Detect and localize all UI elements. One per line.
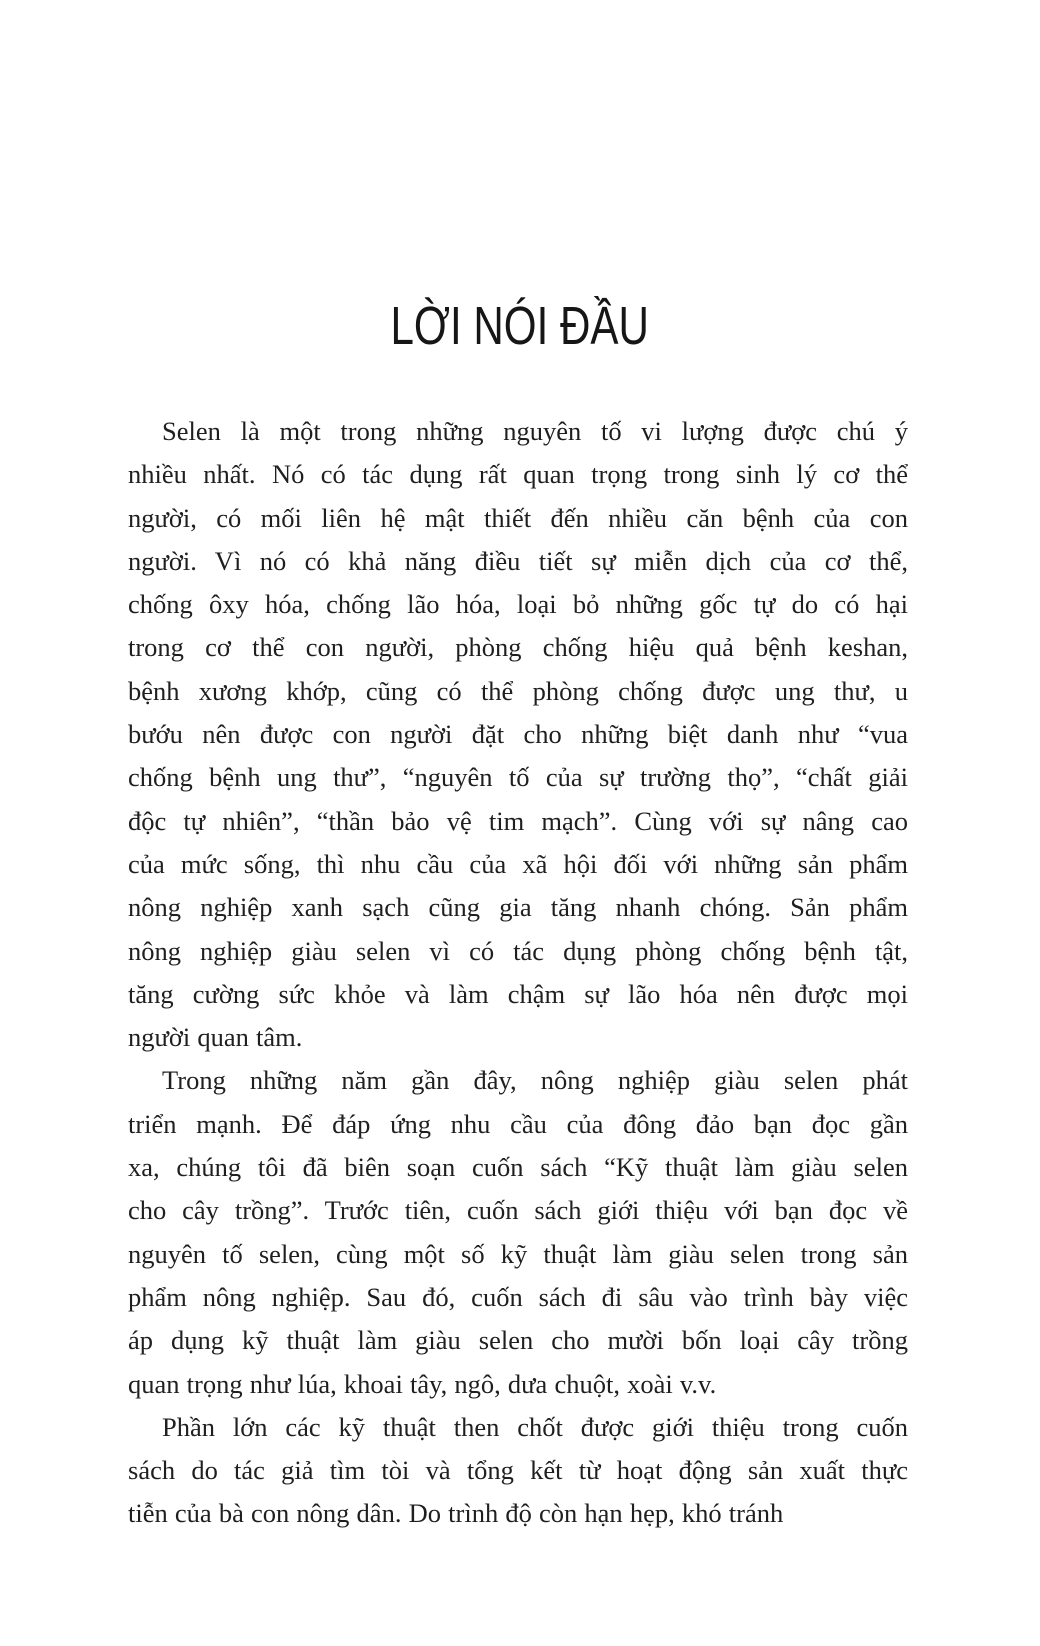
- text-line: Phần lớn các kỹ thuật then chốt được giới thiệu trong cuốn: [162, 1411, 908, 1442]
- text-line: áp dụng kỹ thuật làm giàu selen cho mười bốn loại cây trồng: [128, 1325, 908, 1356]
- text-line: Trong những năm gần đây, nông nghiệp giàu selen phát: [162, 1065, 908, 1096]
- text-line: của mức sống, thì nhu cầu của xã hội đối với những sản phẩm: [128, 848, 908, 879]
- page-title: [0, 296, 1040, 356]
- text-line: nhiều nhất. Nó có tác dụng rất quan trọng trong sinh lý cơ thể: [128, 459, 908, 490]
- text-line: độc tự nhiên”, “thần bảo vệ tim mạch”. Cùng với sự nâng cao: [128, 805, 908, 836]
- text-line: xa, chúng tôi đã biên soạn cuốn sách “Kỹ thuật làm giàu selen: [128, 1152, 908, 1183]
- text-line: nguyên tố selen, cùng một số kỹ thuật làm giàu selen trong sản: [128, 1238, 908, 1269]
- text-line: người, có mối liên hệ mật thiết đến nhiều căn bệnh của con: [128, 502, 908, 533]
- text-line: nông nghiệp giàu selen vì có tác dụng phòng chống bệnh tật,: [128, 935, 908, 966]
- text-line: trong cơ thể con người, phòng chống hiệu quả bệnh keshan,: [128, 632, 908, 663]
- text-line: người. Vì nó có khả năng điều tiết sự miễn dịch của cơ thể,: [128, 545, 908, 576]
- text-line: chống bệnh ung thư”, “nguyên tố của sự trường thọ”, “chất giải: [128, 762, 908, 793]
- text-line: nông nghiệp xanh sạch cũng gia tăng nhanh chóng. Sản phẩm: [128, 892, 908, 923]
- text-line: bướu nên được con người đặt cho những biệt danh như “vua: [128, 719, 908, 750]
- text-line: tăng cường sức khỏe và làm chậm sự lão hóa nên được mọi: [128, 978, 908, 1009]
- text-line: tiễn của bà con nông dân. Do trình độ còn hạn hẹp, khó tránh: [128, 1498, 784, 1529]
- page-body: [128, 410, 908, 1536]
- text-line: chống ôxy hóa, chống lão hóa, loại bỏ những gốc tự do có hại: [128, 589, 908, 620]
- text-line: sách do tác giả tìm tòi và tổng kết từ hoạt động sản xuất thực: [128, 1455, 908, 1486]
- text-line: bệnh xương khớp, cũng có thể phòng chống được ung thư, u: [128, 675, 908, 706]
- text-line: người quan tâm.: [128, 1022, 303, 1053]
- text-line: triển mạnh. Để đáp ứng nhu cầu của đông đảo bạn đọc gần: [128, 1108, 908, 1139]
- text-line: Selen là một trong những nguyên tố vi lượng được chú ý: [162, 416, 908, 446]
- text-line: quan trọng như lúa, khoai tây, ngô, dưa chuột, xoài v.v.: [128, 1368, 717, 1399]
- page-title-text: LỜI NÓI ĐẦU: [390, 296, 650, 356]
- text-line: phẩm nông nghiệp. Sau đó, cuốn sách đi sâu vào trình bày việc: [128, 1281, 908, 1312]
- text-line: cho cây trồng”. Trước tiên, cuốn sách giới thiệu với bạn đọc về: [128, 1195, 908, 1226]
